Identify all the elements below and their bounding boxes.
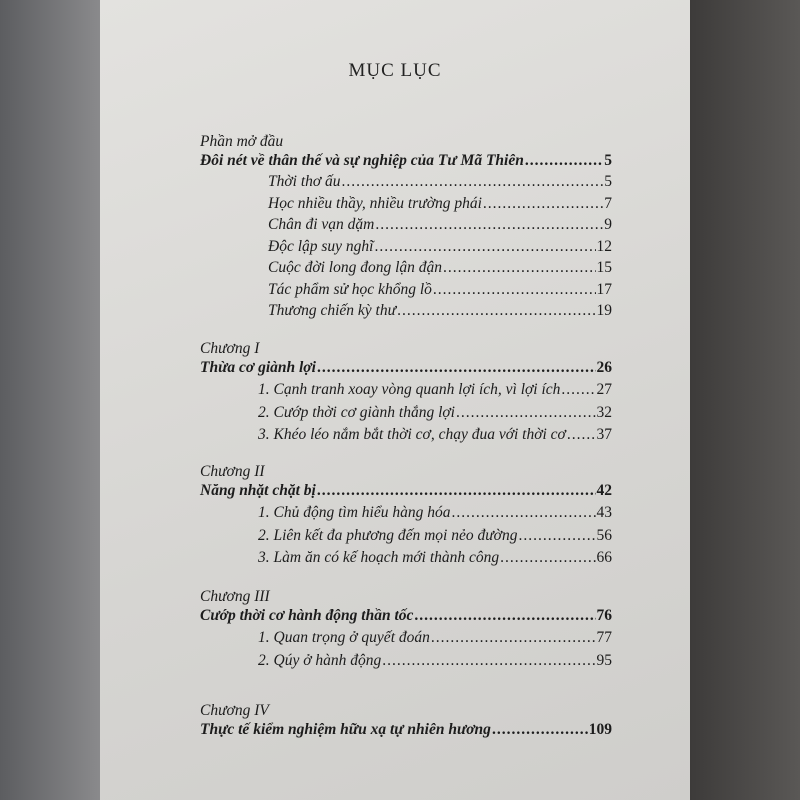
entry-label: Thương chiến kỳ thư [268, 302, 397, 319]
page-number: 66 [596, 549, 612, 566]
leader-dots [492, 721, 588, 739]
entry-label: Đôi nét về thân thế và sự nghiệp của Tư Mã Thiên [200, 152, 524, 169]
page-number: 109 [588, 721, 612, 738]
page-number: 77 [596, 629, 612, 646]
toc-heading [200, 359, 612, 377]
page-title: MỤC LỤC [348, 60, 442, 81]
page-number: 42 [596, 482, 612, 499]
entry-label: Thừa cơ giành lợi [200, 359, 316, 376]
section-caption: Chương I [200, 340, 260, 357]
page-number: 19 [596, 302, 612, 319]
leader-dots [500, 549, 595, 567]
section-caption: Chương III [200, 588, 270, 605]
entry-label: 2. Qúy ở hành động [258, 651, 382, 669]
entry-label: Thực tế kiểm nghiệm hữu xạ tự nhiên hương [200, 721, 491, 738]
page-number: 76 [596, 607, 612, 624]
toc-entry [258, 527, 612, 545]
toc-heading [200, 152, 612, 170]
page-number: 12 [596, 237, 612, 255]
toc-entry [258, 504, 612, 522]
entry-label: Tác phẩm sử học khổng lồ [268, 280, 432, 298]
entry-label: 1. Cạnh tranh xoay vòng quanh lợi ích, vì lợi ích [258, 381, 561, 398]
toc-entry [268, 302, 612, 320]
leader-dots [561, 381, 595, 399]
page-number: 26 [596, 359, 612, 376]
toc-heading [200, 721, 612, 739]
leader-dots [443, 259, 595, 277]
leader-dots [382, 652, 595, 670]
leader-dots [518, 527, 595, 545]
page-number: 43 [596, 504, 612, 521]
leader-dots [397, 302, 595, 320]
leader-dots [567, 426, 596, 444]
entry-label: Cuộc đời long đong lận đận [268, 259, 443, 276]
leader-dots [451, 504, 595, 522]
leader-dots [317, 359, 596, 377]
page-number: 15 [596, 259, 612, 276]
entry-label: Độc lập suy nghĩ [268, 237, 374, 255]
toc-entry [268, 281, 612, 299]
section-caption: Chương IV [200, 702, 269, 719]
entry-label: Chân đi vạn dặm [268, 216, 375, 233]
entry-label: Cướp thời cơ hành động thần tốc [200, 607, 414, 624]
section-caption: Chương II [200, 463, 265, 480]
entry-label: 2. Cướp thời cơ giành thắng lợi [258, 403, 455, 421]
background-right [690, 0, 800, 800]
toc-entry [268, 195, 612, 213]
toc-entry [258, 652, 612, 670]
page-number: 7 [604, 194, 612, 212]
toc-entry [268, 238, 612, 256]
page-number: 9 [604, 216, 612, 233]
entry-label: 1. Chủ động tìm hiểu hàng hóa [258, 504, 451, 521]
entry-label: 3. Khéo léo nắm bắt thời cơ, chạy đua với thời cơ [258, 426, 566, 443]
leader-dots [456, 404, 596, 422]
page-number: 32 [596, 403, 612, 421]
leader-dots [374, 238, 595, 256]
entry-label: 2. Liên kết đa phương đến mọi nẻo đường [258, 526, 518, 544]
leader-dots [342, 173, 604, 191]
entry-label: 3. Làm ăn có kế hoạch mới thành công [258, 549, 500, 566]
entry-label: Học nhiều thầy, nhiều trường phái [268, 194, 482, 212]
leader-dots [433, 281, 596, 299]
book-page [100, 0, 690, 800]
leader-dots [483, 195, 603, 213]
toc-heading [200, 607, 612, 625]
toc-entry [258, 549, 612, 567]
entry-label: 1. Quan trọng ở quyết đoán [258, 629, 430, 646]
leader-dots [431, 629, 596, 647]
page-number: 5 [604, 173, 612, 190]
toc-entry [258, 404, 612, 422]
page-number: 37 [596, 426, 612, 443]
leader-dots [525, 152, 603, 170]
leader-dots [375, 216, 603, 234]
section-caption: Phần mở đầu [200, 133, 284, 150]
leader-dots [414, 607, 595, 625]
page-number: 17 [596, 280, 612, 298]
page-number: 56 [596, 526, 612, 544]
toc-entry [268, 173, 612, 191]
page-number: 27 [596, 381, 612, 398]
toc-entry [258, 629, 612, 647]
page-number: 95 [596, 651, 612, 669]
toc-heading [200, 482, 612, 500]
leader-dots [317, 482, 596, 500]
toc-entry [258, 381, 612, 399]
toc-entry [268, 216, 612, 234]
entry-label: Thời thơ ấu [268, 173, 341, 190]
toc-entry [268, 259, 612, 277]
background-left [0, 0, 100, 800]
page-number: 5 [604, 152, 612, 169]
entry-label: Năng nhặt chặt bị [200, 482, 316, 499]
toc-entry [258, 426, 612, 444]
